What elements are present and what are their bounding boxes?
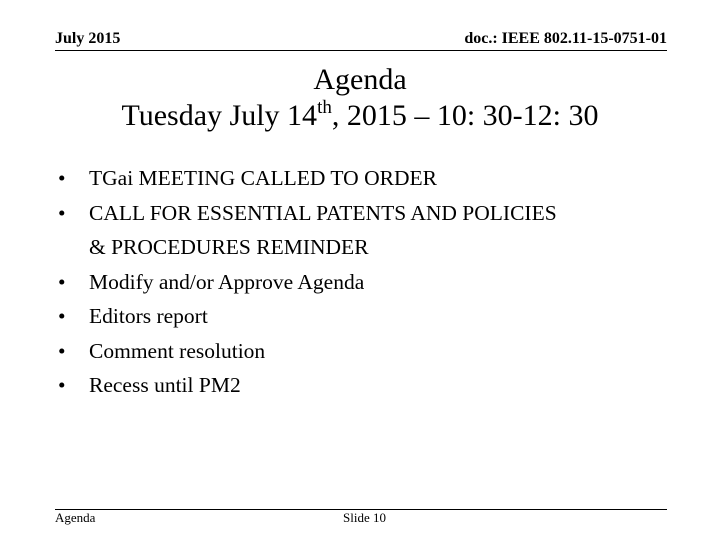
agenda-item-text: Editors report: [89, 304, 208, 328]
title-date-suffix: th: [317, 97, 332, 118]
header-doc-id: doc.: IEEE 802.11-15-0751-01: [464, 30, 667, 47]
bullet-icon: •: [58, 269, 66, 294]
agenda-item: [58, 334, 678, 369]
title-line-1: Agenda: [313, 63, 407, 96]
header-date: July 2015: [55, 30, 121, 47]
title-line-2: [0, 98, 720, 138]
slide-title: [0, 62, 720, 138]
agenda-item-text: Comment resolution: [89, 338, 266, 363]
bullet-icon: •: [58, 200, 66, 225]
bullet-icon: •: [58, 304, 66, 328]
agenda-list: [58, 161, 678, 403]
footer-label: Agenda: [55, 510, 96, 525]
bullet-icon: •: [58, 338, 66, 363]
bullet-icon: •: [58, 373, 66, 397]
header-rule: [55, 50, 667, 51]
agenda-item-text-continued: & PROCEDURES REMINDER: [89, 235, 369, 259]
title-time-range: , 2015 – 10: 30-12: 30: [331, 99, 599, 132]
agenda-item-text: Recess until PM2: [89, 373, 241, 397]
title-date-prefix: Tuesday July 14: [121, 99, 318, 132]
agenda-item-text: TGai MEETING CALLED TO ORDER: [89, 166, 437, 190]
agenda-item: [58, 265, 678, 300]
slide-number: Slide 10: [343, 510, 386, 525]
agenda-item: [58, 368, 678, 403]
agenda-item: [58, 299, 678, 334]
bullet-icon: •: [58, 166, 66, 190]
agenda-item: [58, 161, 678, 196]
agenda-item-text: Modify and/or Approve Agenda: [89, 269, 365, 294]
agenda-item: [58, 196, 678, 265]
agenda-item-text: CALL FOR ESSENTIAL PATENTS AND POLICIES: [89, 200, 557, 225]
